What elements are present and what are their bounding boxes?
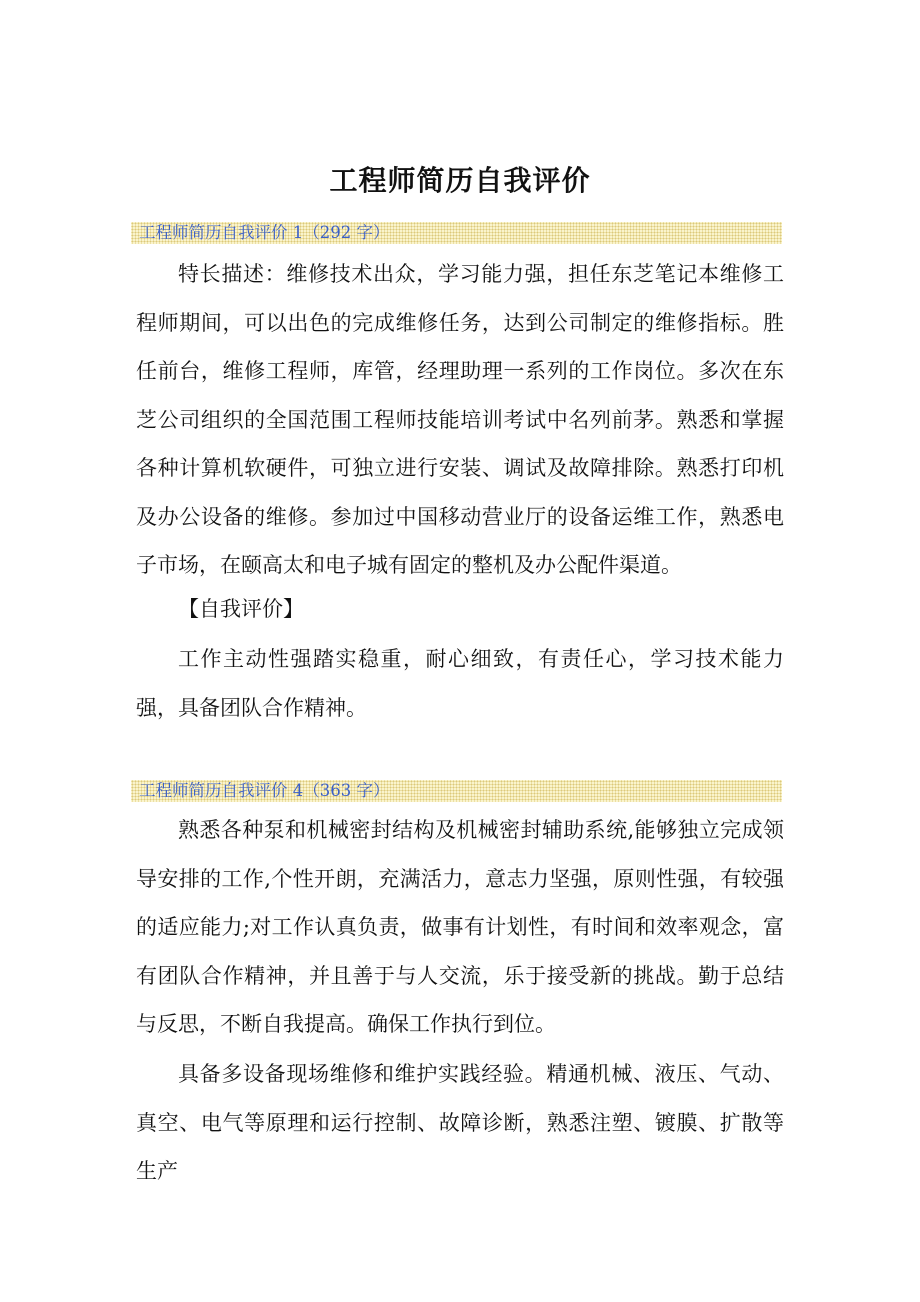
section-1-paragraph-2: 【自我评价】 — [178, 597, 304, 621]
section-1-paragraph-1: 特长描述：维修技术出众，学习能力强，担任东芝笔记本维修工程师期间，可以出色的完成维修任务，达到公司制定的维修指标。胜任前台，维修工程师，库管，经理助理一系列的工作岗位。多次在东芝公司组织的全国范围工程师技能培训考试中名列前茅。熟悉和掌握各种计算机软硬件，可独立进行安装、调试及故障排除。熟悉打印机及办公设备的维修。参加过中国移动营业厅的设备运维工作，熟悉电子市场，在颐高太和电子城有固定的整机及办公配件渠道。 — [136, 262, 784, 577]
section-heading-1: 工程师简历自我评价 1（292 字） — [131, 222, 782, 244]
section-heading-2: 工程师简历自我评价 4（363 字） — [131, 780, 782, 802]
section-2-paragraph-1: 熟悉各种泵和机械密封结构及机械密封辅助系统,能够独立完成领导安排的工作,个性开朗，充满活力，意志力坚强，原则性强，有较强的适应能力;对工作认真负责，做事有计划性，有时间和效率观念，富有团队合作精神，并且善于与人交流，乐于接受新的挑战。勤于总结与反思，不断自我提高。确保工作执行到位。 — [136, 818, 784, 1036]
section-2-paragraph-2: 具备多设备现场维修和维护实践经验。精通机械、液压、气动、真空、电气等原理和运行控制、故障诊断，熟悉注塑、镀膜、扩散等生产 — [136, 1062, 784, 1183]
section-1-paragraph-3: 工作主动性强踏实稳重，耐心细致，有责任心，学习技术能力强，具备团队合作精神。 — [136, 647, 784, 720]
document-title: 工程师简历自我评价 — [329, 163, 591, 197]
